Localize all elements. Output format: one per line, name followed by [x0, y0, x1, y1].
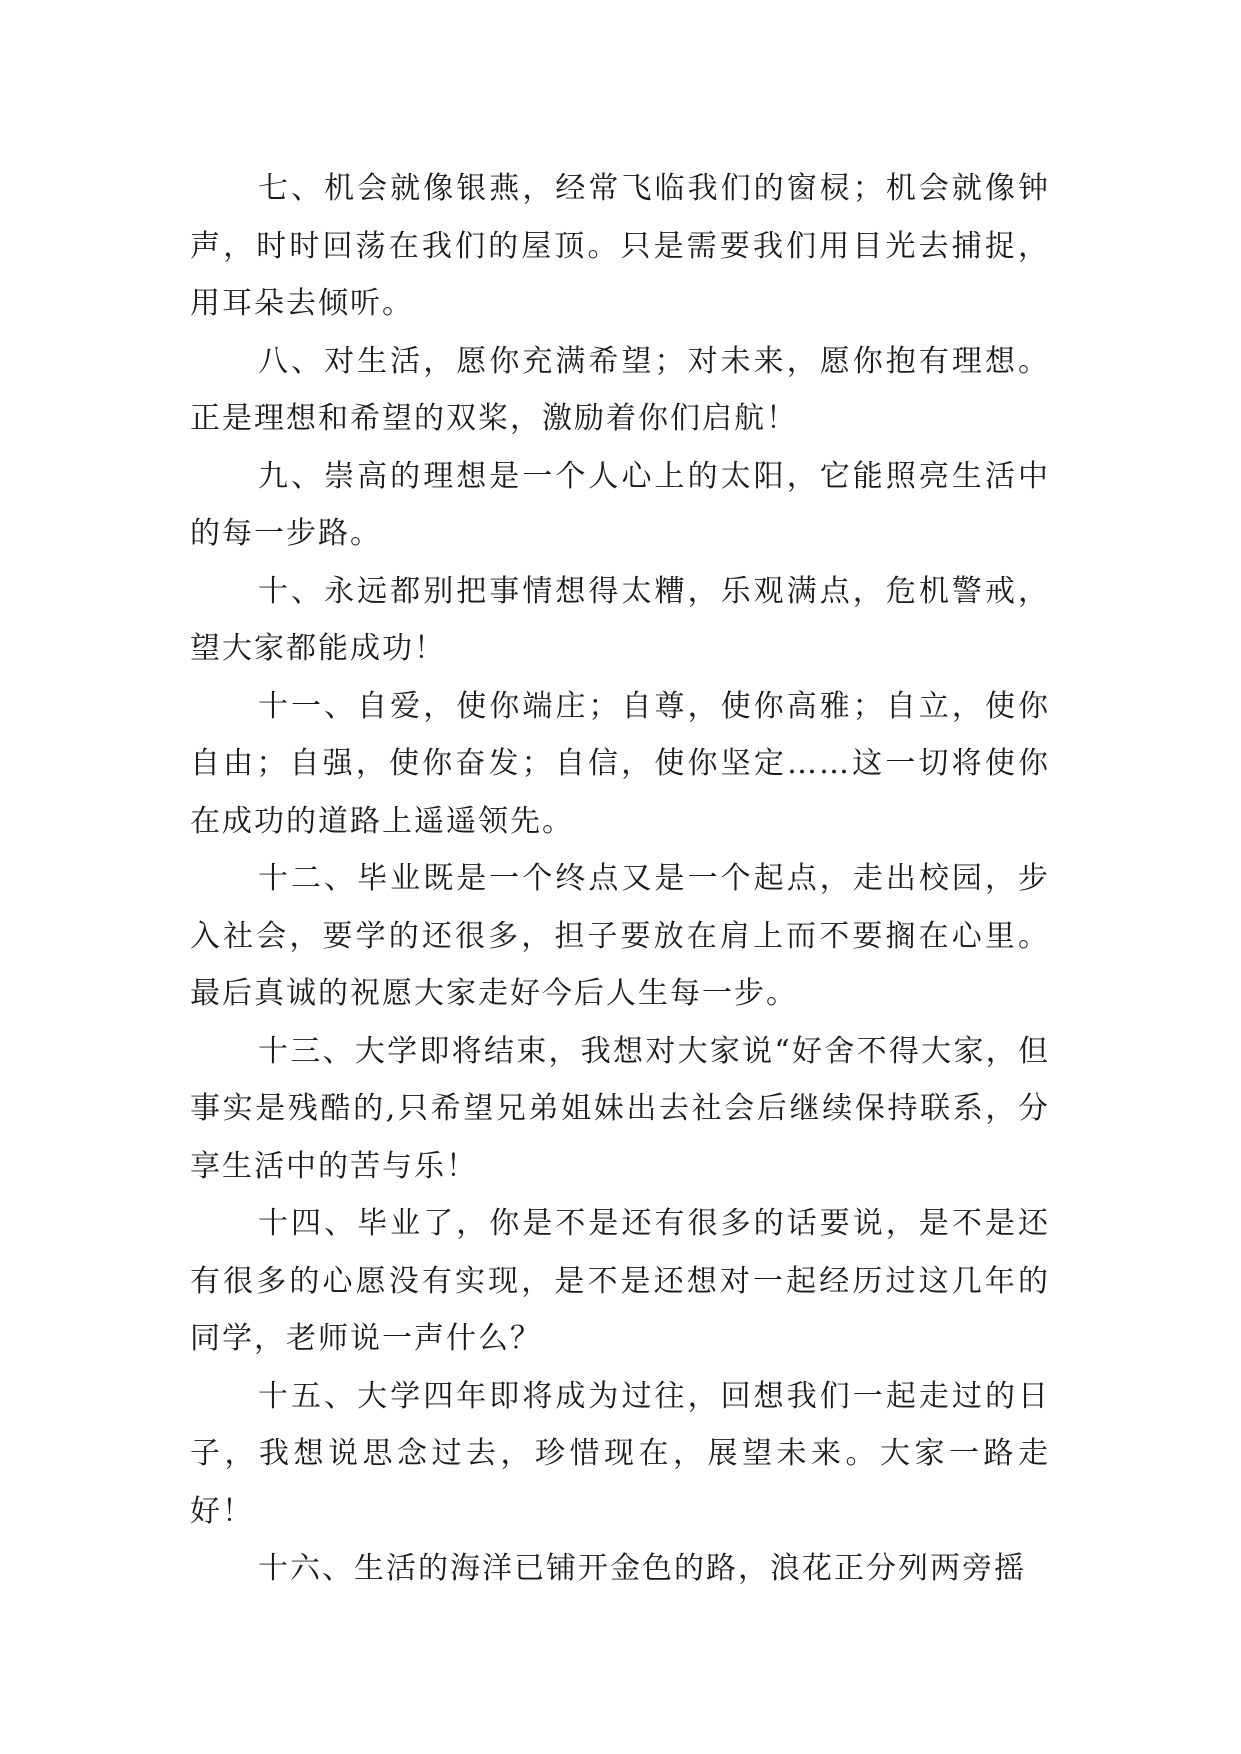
paragraph-14: 十四、毕业了，你是不是还有很多的话要说，是不是还有很多的心愿没有实现，是不是还想对一起经历过这几年的同学，老师说一声什么？ [190, 1206, 1050, 1356]
paragraph-9: 九、崇高的理想是一个人心上的太阳，它能照亮生活中的每一步路。 [190, 458, 1050, 551]
paragraph-11: 十一、自爱，使你端庄；自尊，使你高雅；自立，使你自由；自强，使你奋发；自信，使你坚定……这一切将使你在成功的道路上遥遥领先。 [190, 688, 1050, 839]
paragraph-10: 十、永远都别把事情想得太糟，乐观满点，危机警戒，望大家都能成功！ [190, 573, 1050, 666]
paragraph-7: 七、机会就像银燕，经常飞临我们的窗棂；机会就像钟声，时时回荡在我们的屋顶。只是需要我们用目光去捕捉，用耳朵去倾听。 [190, 171, 1050, 321]
paragraph-15: 十五、大学四年即将成为过往，回想我们一起走过的日子，我想说思念过去，珍惜现在，展望未来。大家一路走好！ [190, 1378, 1050, 1529]
paragraph-13: 十三、大学即将结束，我想对大家说“好舍不得大家，但事实是残酷的,只希望兄弟姐妹出去社会后继续保持联系，分享生活中的苦与乐！ [190, 1033, 1050, 1184]
paragraph-16: 十六、生活的海洋已铺开金色的路，浪花正分列两旁摇 [258, 1551, 1026, 1586]
document-body [190, 160, 1050, 1598]
paragraph-8: 八、对生活，愿你充满希望；对未来，愿你抱有理想。正是理想和希望的双桨，激励着你们启航！ [190, 343, 1050, 436]
paragraph-12: 十二、毕业既是一个终点又是一个起点，走出校园，步入社会，要学的还很多，担子要放在肩上而不要搁在心里。最后真诚的祝愿大家走好今后人生每一步。 [190, 861, 1050, 1011]
